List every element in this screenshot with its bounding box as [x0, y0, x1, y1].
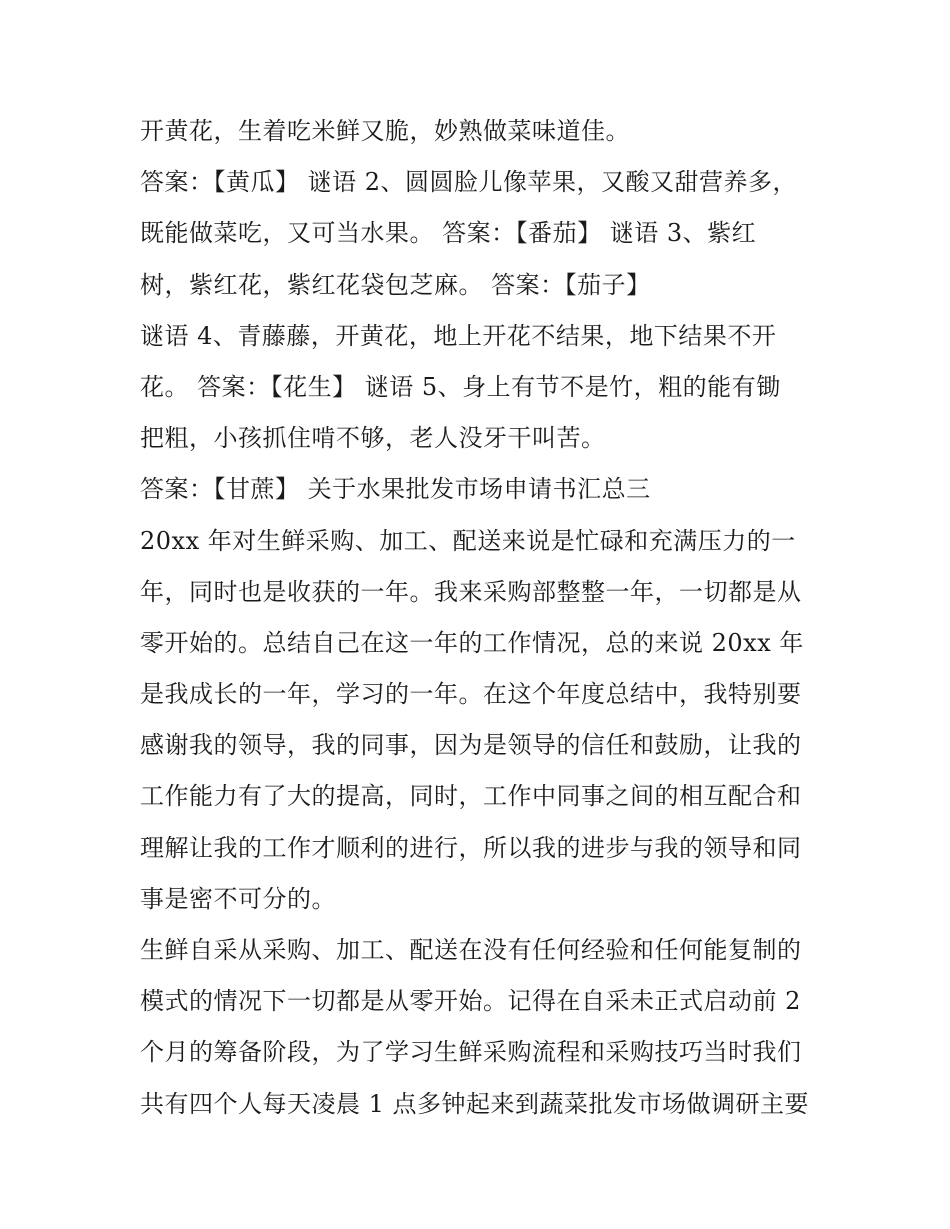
text-line: 模式的情况下一切都是从零开始。记得在自采未正式启动前 2	[140, 987, 801, 1016]
text-line: 年，同时也是收获的一年。我来采购部整整一年，一切都是从	[140, 577, 802, 606]
text-line: 是我成长的一年，学习的一年。在这个年度总结中，我特别要	[140, 680, 802, 709]
document-page	[140, 106, 820, 1130]
text-line: 个月的筹备阶段，为了学习生鲜采购流程和采购技巧当时我们	[140, 1038, 802, 1067]
text-line: 感谢我的领导，我的同事，因为是领导的信任和鼓励，让我的	[140, 731, 802, 760]
text-line: 生鲜自采从采购、加工、配送在没有任何经验和任何能复制的	[140, 936, 802, 964]
text-line: 事是密不可分的。	[140, 884, 336, 913]
text-line: 20xx 年对生鲜采购、加工、配送来说是忙碌和充满压力的一	[140, 526, 796, 555]
text-line: 共有四个人每天凌晨 1 点多钟起来到蔬菜批发市场做调研主要	[140, 1089, 810, 1118]
text-line: 把粗，小孩抓住啃不够，老人没牙干叫苦。	[140, 424, 606, 453]
text-line: 理解让我的工作才顺利的进行，所以我的进步与我的领导和同	[140, 833, 802, 862]
text-line: 零开始的。总结自己在这一年的工作情况，总的来说 20xx 年	[140, 628, 804, 657]
text-line: 开黄花，生着吃米鲜又脆，妙熟做菜味道佳。	[140, 117, 630, 145]
text-line: 答案：【甘蔗】 关于水果批发市场申请书汇总三	[140, 475, 651, 504]
text-line: 答案：【黄瓜】 谜语 2、圆圆脸儿像苹果，又酸又甜营养多，	[140, 168, 798, 197]
text-line: 花。 答案：【花生】 谜语 5、身上有节不是竹，粗的能有锄	[140, 372, 781, 401]
text-line: 谜语 4、青藤藤，开黄花，地上开花不结果，地下结果不开	[140, 321, 777, 350]
text-line: 工作能力有了大的提高，同时，工作中同事之间的相互配合和	[140, 782, 802, 811]
text-line: 树，紫红花，紫红花袋包芝麻。 答案：【茄子】	[140, 270, 651, 299]
text-line: 既能做菜吃，又可当水果。 答案：【番茄】 谜语 3、紫红	[140, 219, 757, 248]
